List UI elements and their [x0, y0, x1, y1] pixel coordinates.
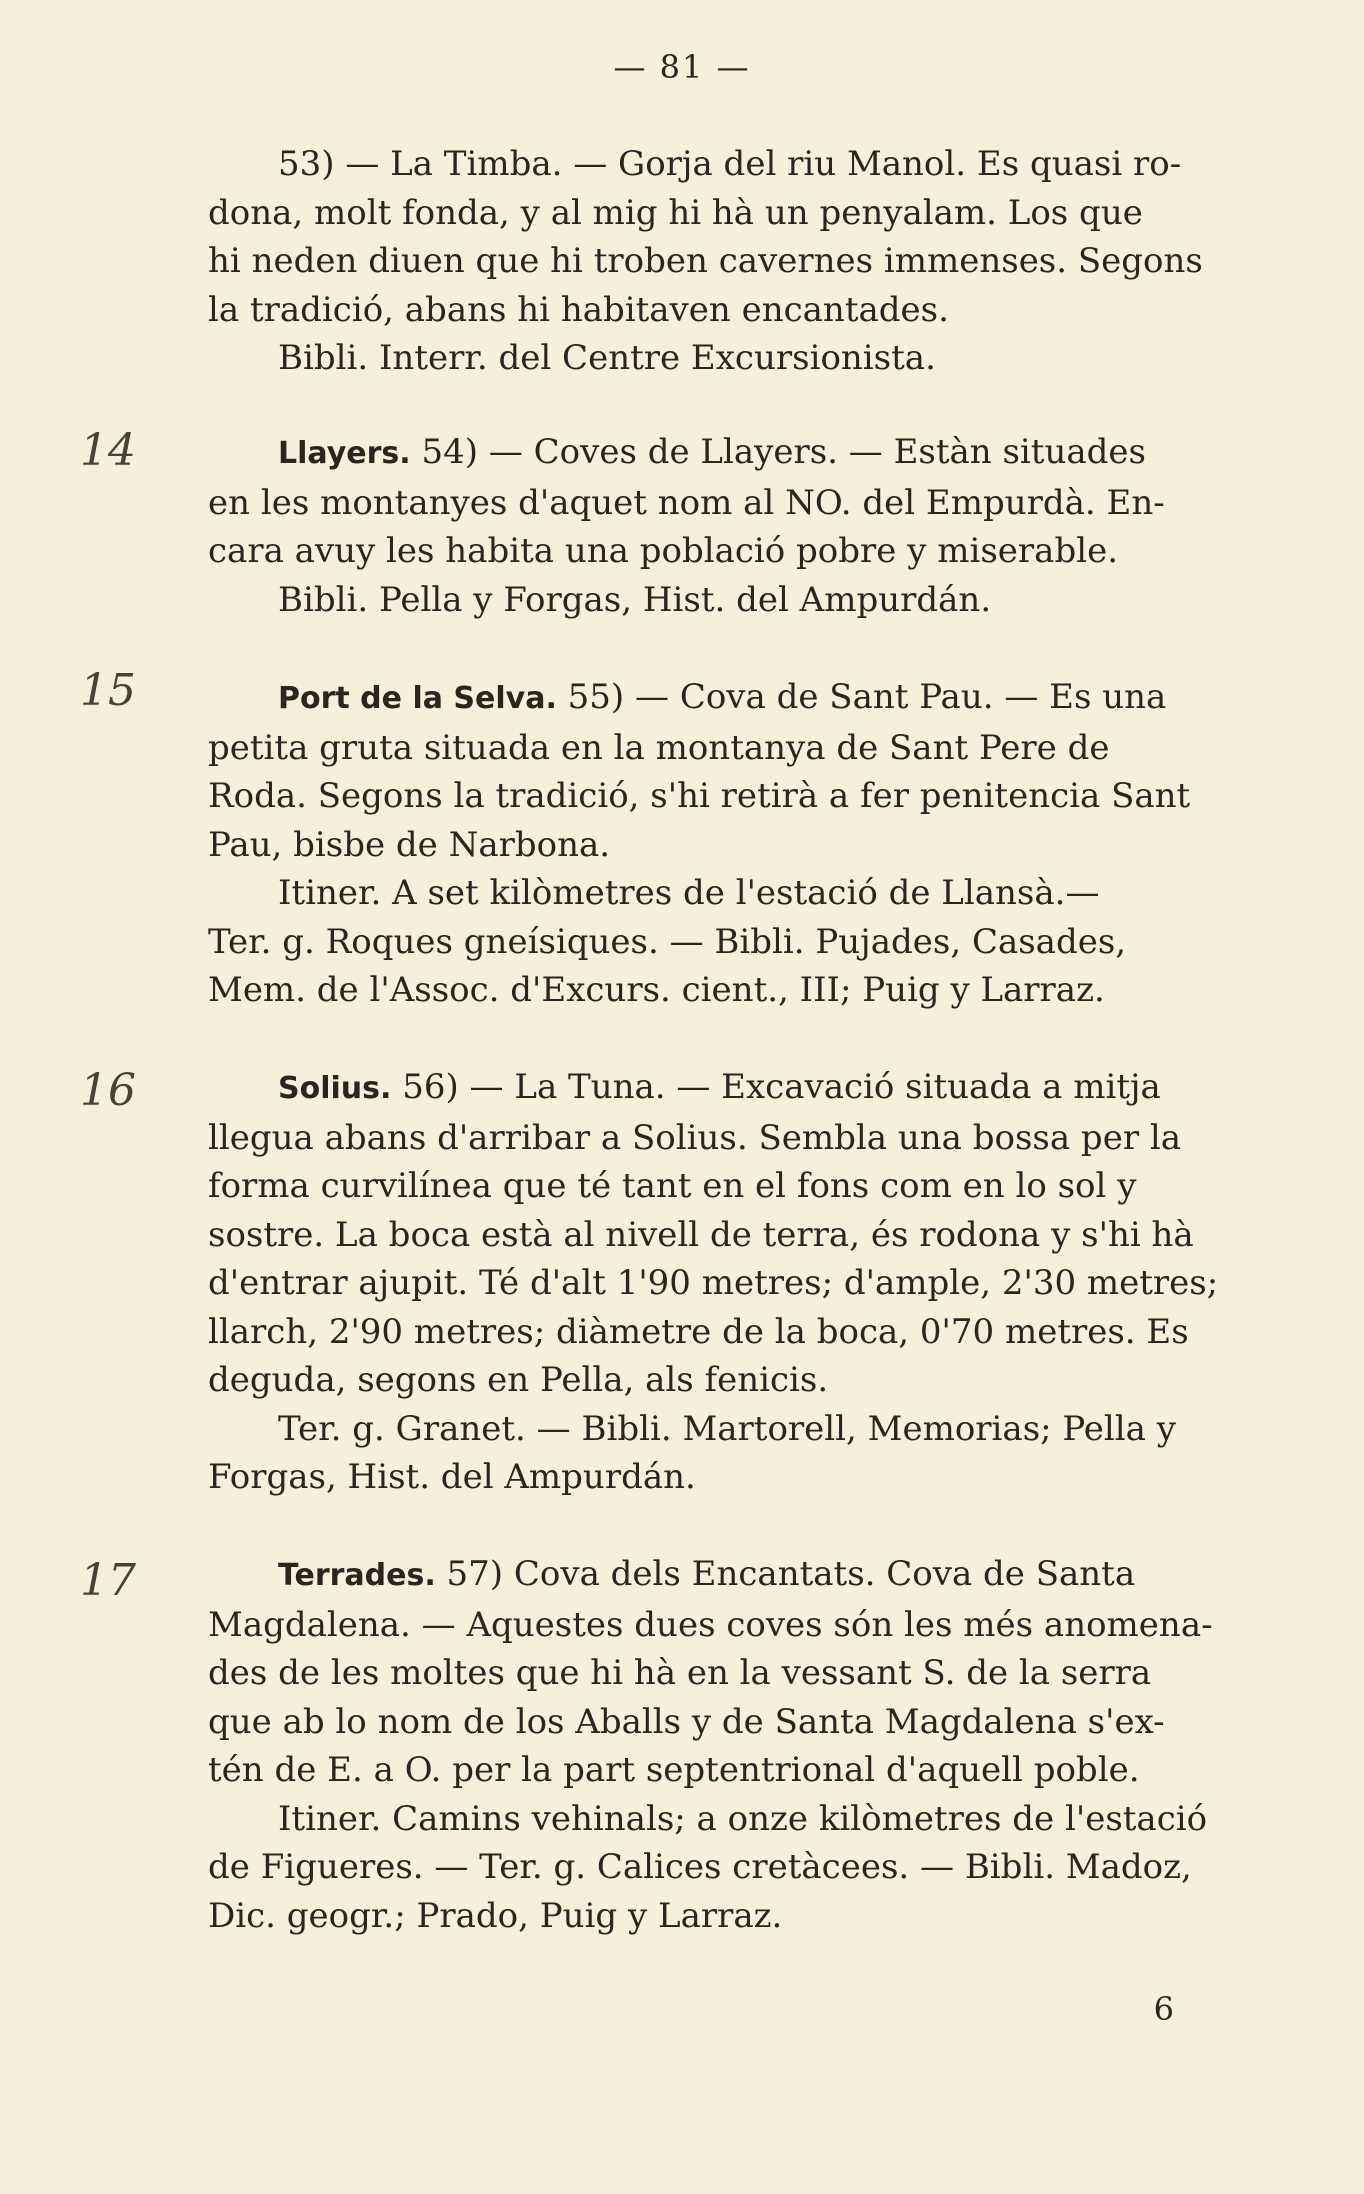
- entry-line: Mem. de l'Assoc. d'Excurs. cient., III; Puig y Larraz.: [208, 970, 1105, 1010]
- entry-55: [208, 673, 1278, 1015]
- margin-note: 17: [80, 1555, 136, 1606]
- entry-line: Dic. geogr.; Prado, Puig y Larraz.: [208, 1895, 783, 1936]
- place-name: Llayers.: [278, 436, 411, 471]
- place-name: Port de la Selva.: [278, 681, 557, 716]
- entry-53: [208, 140, 1278, 383]
- entry-54: [208, 428, 1278, 624]
- signature-mark: 6: [1153, 1990, 1174, 2028]
- margin-note: 16: [80, 1065, 136, 1116]
- entry-line: 54) — Coves de Llayers. — Estàn situades: [421, 432, 1146, 472]
- entry-line: d'entrar ajupit. Té d'alt 1'90 metres; d'ample, 2'30 metres;: [208, 1263, 1219, 1303]
- entry-line: Roda. Segons la tradició, s'hi retirà a fer penitencia Sant: [208, 776, 1191, 816]
- entry-line: sostre. La boca està al nivell de terra, és rodona y s'hi hà: [208, 1214, 1194, 1255]
- entry-line: deguda, segons en Pella, als fenicis.: [208, 1360, 829, 1400]
- entry-line: Bibli. Interr. del Centre Excursionista.: [278, 338, 936, 378]
- entry-line: petita gruta situada en la montanya de Sant Pere de: [208, 727, 1110, 768]
- entry-line: des de les moltes que hi hà en la vessant S. de la serra: [208, 1653, 1152, 1693]
- entry-line: Magdalena. — Aquestes dues coves són les més anomena-: [208, 1604, 1213, 1645]
- margin-note: 15: [80, 665, 136, 716]
- entry-line: forma curvilínea que té tant en el fons com en lo sol y: [208, 1166, 1137, 1206]
- entry-line: 56) — La Tuna. — Excavació situada a mitja: [402, 1067, 1161, 1107]
- place-name: Terrades.: [278, 1558, 436, 1593]
- entry-line: llarch, 2'90 metres; diàmetre de la boca, 0'70 metres. Es: [208, 1311, 1189, 1352]
- entry-line: Forgas, Hist. del Ampurdán.: [208, 1457, 696, 1497]
- entry-line: Pau, bisbe de Narbona.: [208, 824, 611, 865]
- entry-line: Itiner. A set kilòmetres de l'estació de Llansà.—: [278, 873, 1100, 913]
- entry-line: llegua abans d'arribar a Solius. Sembla una bossa per la: [208, 1117, 1182, 1158]
- entry-line: Ter. g. Granet. — Bibli. Martorell, Memorias; Pella y: [278, 1408, 1176, 1449]
- entry-line: que ab lo nom de los Aballs y de Santa Magdalena s'ex-: [208, 1701, 1165, 1742]
- entry-line: 57) Cova dels Encantats. Cova de Santa: [446, 1554, 1136, 1594]
- entry-line: cara avuy les habita una població pobre y miserable.: [208, 531, 1119, 571]
- entry-line: en les montanyes d'aquet nom al NO. del Empurdà. En-: [208, 482, 1165, 523]
- entry-line: hi neden diuen que hi troben cavernes immenses. Segons: [208, 241, 1203, 281]
- entry-line: tén de E. a O. per la part septentrional d'aquell poble.: [208, 1750, 1140, 1790]
- entry-line: la tradició, abans hi habitaven encantades.: [208, 289, 949, 330]
- entry-line: Ter. g. Roques gneísiques. — Bibli. Pujades, Casades,: [208, 921, 1127, 962]
- entry-57: [208, 1550, 1278, 1940]
- margin-note: 14: [80, 425, 136, 476]
- entry-line: Itiner. Camins vehinals; a onze kilòmetres de l'estació: [278, 1798, 1208, 1839]
- entry-56: [208, 1063, 1278, 1502]
- entry-line: dona, molt fonda, y al mig hi hà un penyalam. Los que: [208, 192, 1143, 233]
- entry-line: de Figueres. — Ter. g. Calices cretàcees. — Bibli. Madoz,: [208, 1847, 1192, 1887]
- entry-line: Bibli. Pella y Forgas, Hist. del Ampurdán.: [278, 579, 992, 620]
- place-name: Solius.: [278, 1071, 392, 1106]
- entry-line: 55) — Cova de Sant Pau. — Es una: [567, 677, 1167, 717]
- entry-line: 53) — La Timba. — Gorja del riu Manol. Es quasi ro-: [278, 144, 1182, 184]
- page-number: — 81 —: [613, 48, 751, 86]
